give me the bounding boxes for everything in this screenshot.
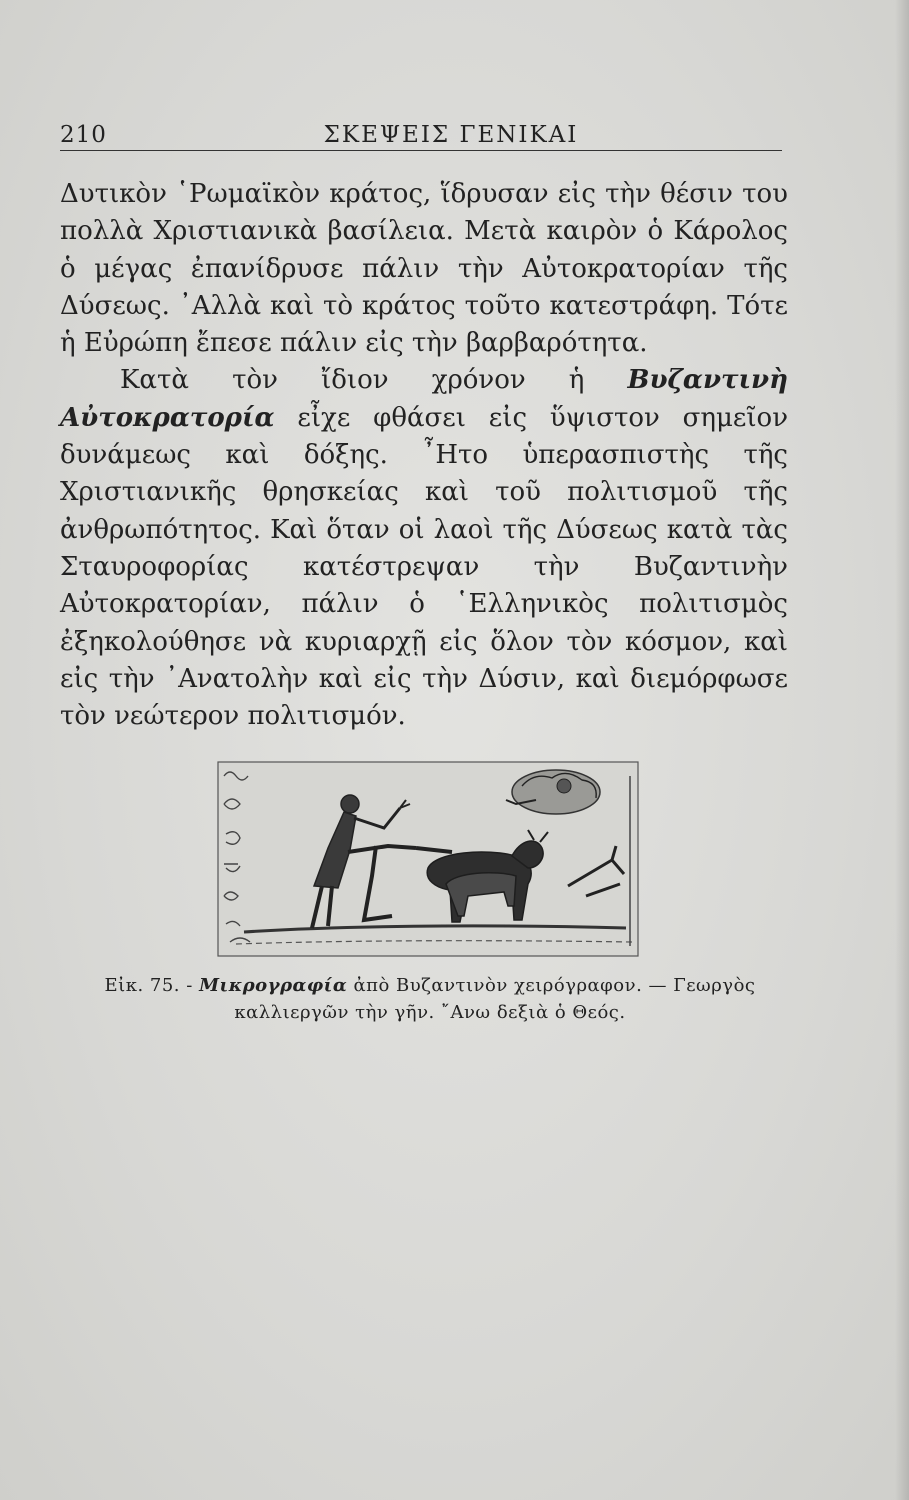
byzantine-miniature-figure — [216, 756, 642, 962]
paragraph-2-rest: εἶχε φθάσει εἰς ὕψιστον σημεῖον δυνάμεως καὶ δόξης. ῏Ητο ὑπερασπιστὴς τῆς Χριστιανικῆς θρησκείας καὶ τοῦ πολιτισμοῦ τῆς ἀνθρωπότητος. Καὶ ὅταν οἱ λαοὶ τῆς Δύσεως κατὰ τὰς Σταυροφορίας κατέστρεψαν τὴν Βυζαντινὴν Αὐτοκρατορίαν, πάλιν ὁ ῾Ελληνικὸς πολιτισμὸς ἐξηκολούθησε νὰ κυριαρχῇ εἰς ὅλον τὸν κόσμον, καὶ εἰς τὴν ᾿Ανατολὴν καὶ εἰς τὴν Δύσιν, καὶ διεμόρφωσε τὸν νεώτερον πολιτισμόν. — [60, 402, 788, 732]
caption-label: Εἰκ. 75. - — [104, 975, 193, 996]
ploughman-illustration — [216, 756, 642, 962]
paragraph-2 — [60, 362, 788, 735]
figure-caption — [100, 972, 760, 1026]
header-rule — [60, 150, 782, 151]
page-number: 210 — [60, 122, 107, 148]
paragraph-1: Δυτικὸν ῾Ρωμαϊκὸν κράτος, ἵδρυσαν εἰς τὴν θέσιν του πολλὰ Χριστιανικὰ βασίλεια. Μετὰ καιρὸν ὁ Κάρολος ὁ μέγας ἐπανίδρυσε πάλιν τὴν Αὐτοκρατορίαν τῆς Δύσεως. ᾿Αλλὰ καὶ τὸ κράτος τοῦτο κατεστράφη. Τότε ἡ Εὐρώπη ἔπεσε πάλιν εἰς τὴν βαρβαρότητα. — [60, 179, 788, 359]
page-header — [60, 118, 782, 152]
caption-emph: Μικρογραφία — [199, 975, 348, 996]
body-text — [60, 176, 788, 735]
emphasized-term: Βυζαντινὴ Αὐτοκρατορία — [60, 365, 788, 433]
page-edge-shadow — [895, 0, 909, 1500]
caption-text: ἀπὸ Βυζαντινὸν χειρόγραφον. — Γεωργὸς καλλιεργῶν τὴν γῆν. ῎Ανω δεξιὰ ὁ Θεός. — [234, 975, 756, 1023]
paragraph-2-start: Κατὰ τὸν ἴδιον χρόνον ἡ — [120, 365, 628, 396]
running-title: ΣΚΕΨΕΙΣ ΓΕΝΙΚΑΙ — [323, 122, 579, 148]
